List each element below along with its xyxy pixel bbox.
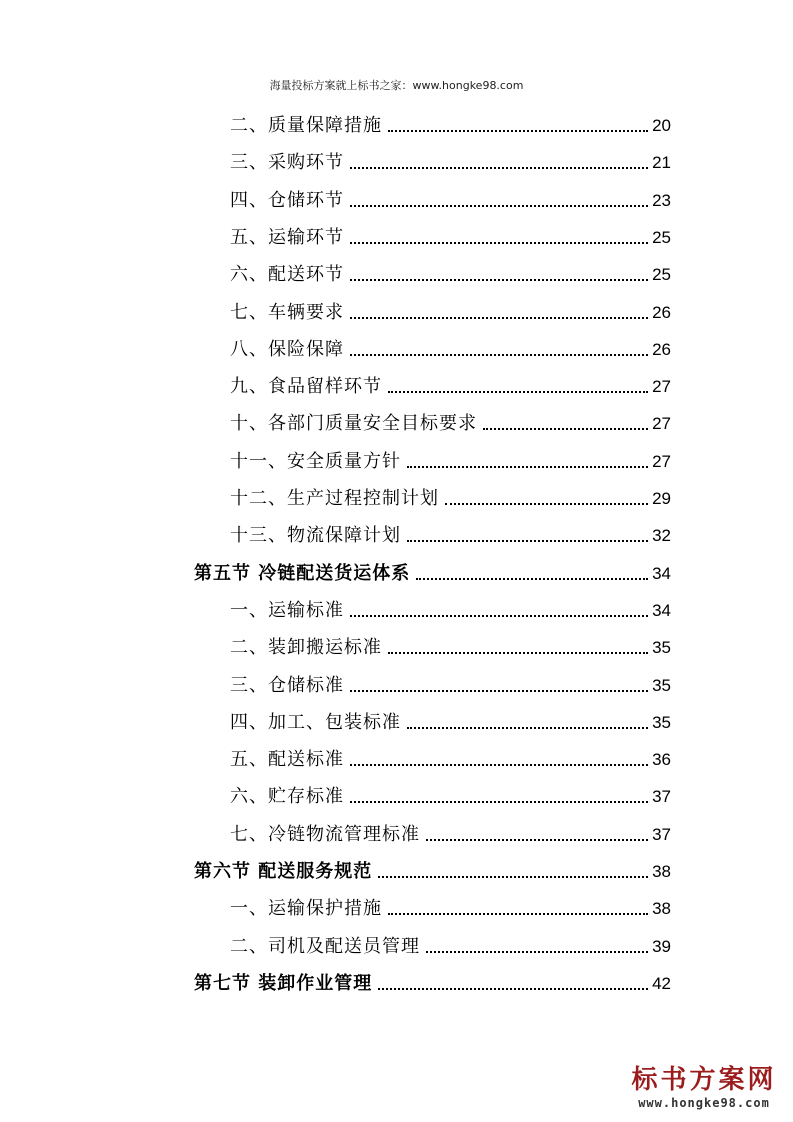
toc-entry[interactable] [230, 775, 671, 807]
watermark-url: www.hongke98.com [638, 1096, 770, 1110]
toc-entry[interactable] [230, 440, 671, 472]
toc-entry[interactable] [230, 813, 671, 845]
dot-leader [350, 279, 648, 281]
dot-leader [407, 727, 648, 729]
toc-entry-label: 十三、物流保障计划 [230, 525, 401, 547]
toc-entry-page: 26 [652, 339, 671, 359]
toc-entry[interactable] [230, 291, 671, 323]
toc-entry-page: 25 [652, 227, 671, 247]
dot-leader [426, 951, 648, 953]
toc-entry-label: 十一、安全质量方针 [230, 450, 401, 472]
dot-leader [388, 391, 648, 393]
toc-entry-page: 27 [652, 414, 671, 434]
toc-entry-page: 38 [652, 899, 671, 919]
toc-entry-label: 三、采购环节 [230, 152, 344, 174]
toc-entry-label: 第七节 装卸作业管理 [194, 972, 373, 994]
toc-entry-label: 二、司机及配送员管理 [230, 935, 420, 957]
dot-leader [350, 167, 648, 169]
toc-entry-label: 十、各部门质量安全目标要求 [230, 413, 477, 435]
toc-section-entry[interactable] [194, 552, 671, 584]
toc-entry-page: 35 [652, 712, 671, 732]
toc-entry-label: 十二、生产过程控制计划 [230, 488, 439, 509]
toc-entry-page: 34 [652, 600, 671, 620]
toc-entry-page: 32 [652, 526, 671, 546]
toc-entry-label: 一、运输保护措施 [230, 898, 382, 920]
toc-entry-page: 29 [652, 489, 671, 508]
toc-entry[interactable] [230, 626, 671, 658]
toc-entry-page: 26 [652, 302, 671, 322]
dot-leader [426, 839, 648, 841]
toc-entry-label: 六、配送环节 [230, 264, 344, 286]
toc-entry-page: 23 [652, 190, 671, 210]
dot-leader [407, 466, 648, 468]
toc-entry-page: 38 [652, 862, 671, 881]
dot-leader [350, 354, 648, 356]
toc-entry-page: 21 [652, 153, 671, 173]
dot-leader [407, 540, 648, 542]
toc-entry[interactable] [230, 141, 671, 173]
dot-leader [483, 428, 648, 430]
toc-entry-label: 八、保险保障 [230, 338, 344, 360]
toc-entry[interactable] [230, 514, 671, 546]
dot-leader [350, 801, 648, 803]
toc-entry[interactable] [230, 664, 671, 696]
site-watermark [629, 1064, 779, 1110]
toc-entry-page: 25 [652, 265, 671, 285]
dot-leader [378, 876, 648, 878]
toc-entry-page: 35 [652, 675, 671, 695]
dot-leader [350, 317, 648, 319]
toc-entry-label: 二、质量保障措施 [230, 115, 382, 136]
toc-entry[interactable] [230, 402, 671, 434]
toc-entry[interactable] [230, 216, 671, 248]
toc-section-entry[interactable] [194, 962, 671, 994]
toc-entry[interactable] [230, 253, 671, 285]
toc-entry-label: 五、配送标准 [230, 749, 344, 771]
toc-entry[interactable] [230, 887, 671, 919]
toc-entry[interactable] [230, 365, 671, 397]
toc-entry-label: 四、加工、包装标准 [230, 711, 401, 733]
dot-leader [388, 130, 648, 132]
toc-entry-label: 二、装卸搬运标准 [230, 637, 382, 659]
dot-leader [416, 578, 648, 580]
toc-entry-label: 七、冷链物流管理标准 [230, 823, 420, 845]
watermark-title: 标书方案网 [631, 1065, 777, 1095]
dot-leader [350, 764, 648, 766]
toc-entry[interactable] [230, 738, 671, 770]
toc-entry-label: 九、食品留样环节 [230, 376, 382, 398]
toc-entry-label: 第六节 配送服务规范 [194, 861, 373, 882]
dot-leader [350, 242, 648, 244]
dot-leader [378, 988, 648, 990]
toc-entry[interactable] [230, 104, 671, 136]
toc-entry-label: 五、运输环节 [230, 226, 344, 248]
toc-entry[interactable] [230, 477, 671, 509]
toc-entry-page: 37 [652, 787, 671, 807]
toc-entry-page: 37 [652, 824, 671, 844]
toc-entry-page: 39 [652, 936, 671, 956]
toc-entry-label: 七、车辆要求 [230, 301, 344, 323]
dot-leader [350, 205, 648, 207]
dot-leader [388, 913, 648, 915]
toc-entry-label: 一、运输标准 [230, 599, 344, 621]
toc-entry[interactable] [230, 589, 671, 621]
toc-entry-page: 42 [652, 973, 671, 993]
dot-leader [388, 652, 648, 654]
toc-entry[interactable] [230, 925, 671, 957]
toc-entry[interactable] [230, 179, 671, 211]
dot-leader [445, 503, 648, 505]
dot-leader [350, 615, 648, 617]
toc-entry-page: 27 [652, 377, 671, 397]
toc-entry-label: 四、仓储环节 [230, 189, 344, 211]
toc-entry-page: 27 [652, 451, 671, 471]
dot-leader [350, 690, 648, 692]
toc-entry-page: 34 [652, 563, 671, 583]
toc-section-entry[interactable] [194, 850, 671, 882]
page-header: 海量投标方案就上标书之家：www.hongke98.com [269, 79, 524, 92]
toc-entry-label: 六、贮存标准 [230, 786, 344, 808]
toc-entry-page: 35 [652, 638, 671, 658]
toc-entry-page: 20 [652, 116, 671, 135]
toc-entry-label: 三、仓储标准 [230, 674, 344, 696]
toc-entry-page: 36 [652, 750, 671, 770]
toc-entry[interactable] [230, 701, 671, 733]
toc-entry[interactable] [230, 328, 671, 360]
toc-entry-label: 第五节 冷链配送货运体系 [194, 562, 411, 584]
